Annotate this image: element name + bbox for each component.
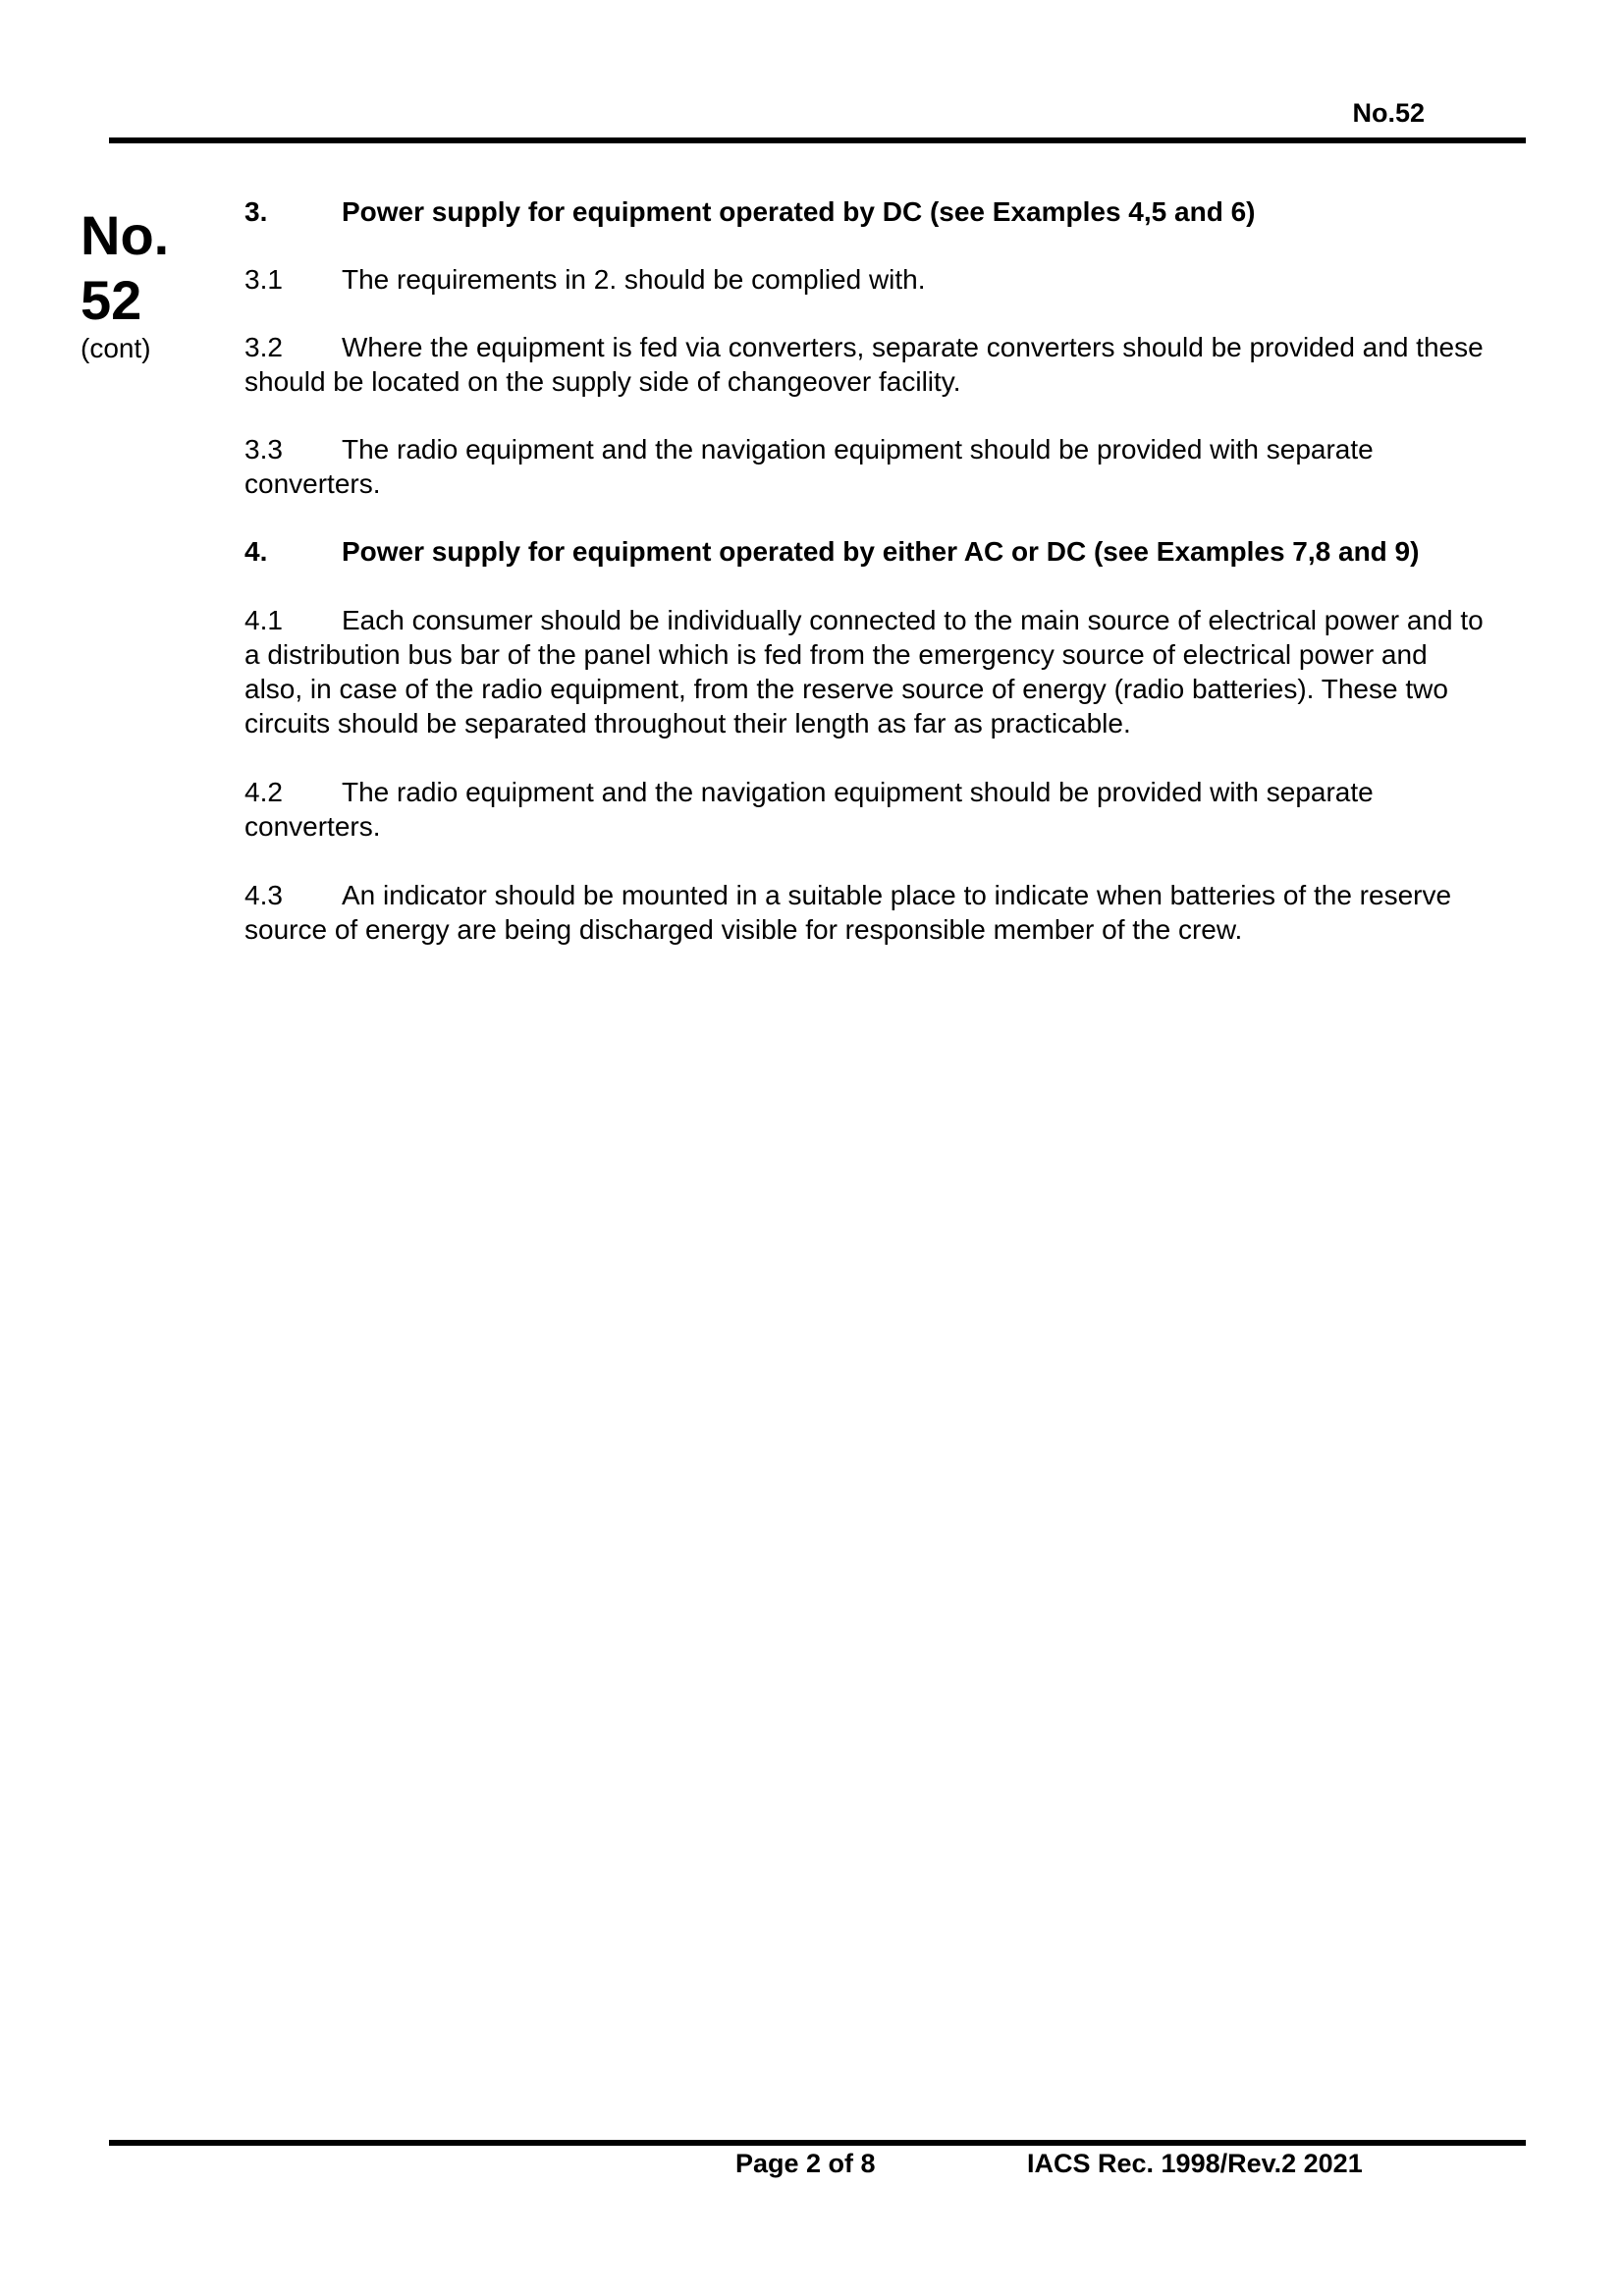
footer-page-number: Page 2 of 8 <box>735 2149 876 2178</box>
paragraph-number: 3.3 <box>244 434 283 465</box>
side-number <box>81 203 169 333</box>
paragraph-text: Each consumer should be individually connected to the main source of electrical power and to a distribution bus bar of the panel which is fed from the emergency source of electrical power and also, in case of the radio equipment, from the reserve source of energy (radio batteries). These two circuits should be separated throughout their length as far as practicable. <box>244 605 1484 738</box>
paragraph-number: 4.1 <box>244 605 283 635</box>
section-heading <box>244 534 1487 569</box>
footer-rule <box>109 2140 1526 2146</box>
document-body <box>244 194 1487 947</box>
paragraph-text: The radio equipment and the navigation equipment should be provided with separate converters. <box>244 777 1374 842</box>
paragraph-number: 3.2 <box>244 332 283 362</box>
section-number: 3. <box>244 196 268 227</box>
section-number: 4. <box>244 536 268 567</box>
side-number-line2: 52 <box>81 269 142 331</box>
paragraph <box>244 775 1487 844</box>
paragraph <box>244 603 1487 740</box>
side-number-line1: No. <box>81 204 170 266</box>
header-label: No.52 <box>1352 98 1425 128</box>
header-rule <box>109 137 1526 143</box>
section-title: Power supply for equipment operated by either AC or DC (see Examples 7,8 and 9) <box>342 536 1420 567</box>
paragraph-text: An indicator should be mounted in a suitable place to indicate when batteries of the reserve source of energy are being discharged visible for responsible member of the crew. <box>244 880 1452 945</box>
paragraph-number: 3.1 <box>244 264 283 295</box>
paragraph-text: Where the equipment is fed via converters, separate converters should be provided and these should be located on the supply side of changeover facility. <box>244 332 1484 397</box>
paragraph-number: 4.3 <box>244 880 283 910</box>
paragraph <box>244 262 1487 297</box>
footer-reference: IACS Rec. 1998/Rev.2 2021 <box>1027 2149 1363 2178</box>
paragraph-number: 4.2 <box>244 777 283 807</box>
section-heading <box>244 194 1487 229</box>
side-cont: (cont) <box>81 333 151 363</box>
paragraph <box>244 878 1487 947</box>
section-title: Power supply for equipment operated by DC (see Examples 4,5 and 6) <box>342 196 1256 227</box>
paragraph <box>244 330 1487 399</box>
paragraph-text: The requirements in 2. should be complied with. <box>342 264 926 295</box>
paragraph-text: The radio equipment and the navigation equipment should be provided with separate converters. <box>244 434 1374 499</box>
paragraph <box>244 432 1487 501</box>
